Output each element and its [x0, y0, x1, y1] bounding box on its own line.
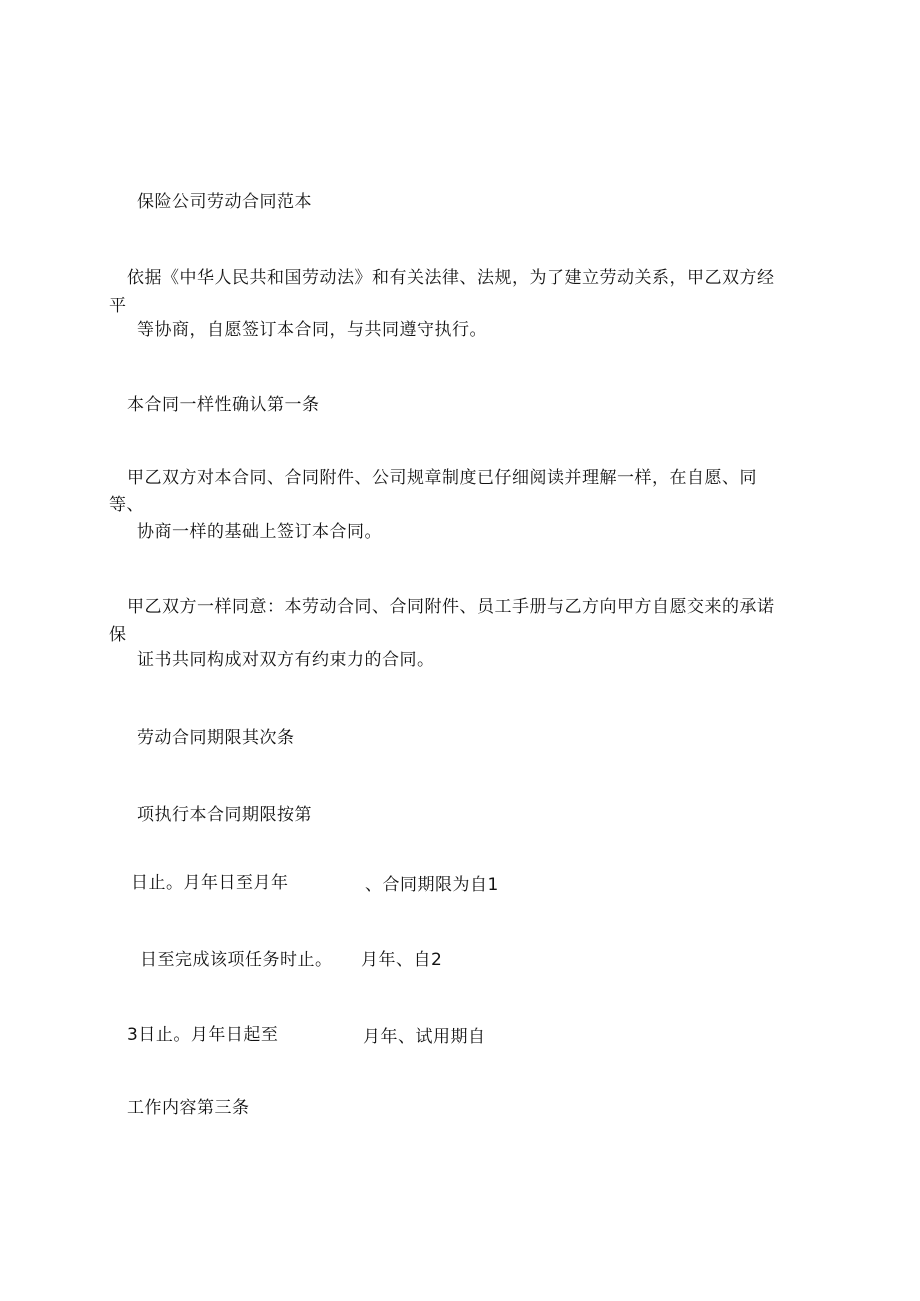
- article-2-row-3-right: 月年、试用期自: [363, 1027, 486, 1047]
- article-1-p2-line-1: 甲乙双方一样同意：本劳动合同、合同附件、员工手册与乙方向甲方自愿交来的承诺: [127, 597, 775, 617]
- article-1-p1-line-2: 协商一样的基础上签订本合同。: [137, 522, 382, 542]
- article-1-heading: 本合同一样性确认第一条: [127, 395, 320, 415]
- article-2-heading: 劳动合同期限其次条: [137, 728, 295, 748]
- article-2-row-1-right: 、合同期限为自1: [365, 875, 499, 895]
- article-2-row-2-left: 日至完成该项任务时止。: [140, 950, 333, 970]
- article-1-p1-wrap: 等、: [109, 495, 144, 515]
- article-1-p1-line-1: 甲乙双方对本合同、合同附件、公司规章制度已仔细阅读并理解一样，在自愿、同: [127, 468, 757, 488]
- article-2-row-2-right: 月年、自2: [361, 950, 443, 970]
- article-2-row-3-left: 3日止。月年日起至: [127, 1025, 279, 1045]
- intro-line-1-wrap: 平: [109, 296, 127, 316]
- intro-line-2: 等协商，自愿签订本合同，与共同遵守执行。: [137, 320, 487, 340]
- article-2-row-1-left: 日止。月年日至月年: [131, 873, 289, 893]
- document-title: 保险公司劳动合同范本: [137, 192, 312, 212]
- article-1-p2-wrap: 保: [109, 625, 127, 645]
- article-1-p2-line-2: 证书共同构成对双方有约束力的合同。: [137, 650, 435, 670]
- article-2-line-a: 项执行本合同期限按第: [137, 805, 312, 825]
- article-3-heading: 工作内容第三条: [127, 1098, 250, 1118]
- intro-line-1: 依据《中华人民共和国劳动法》和有关法律、法规，为了建立劳动关系，甲乙双方经: [127, 268, 775, 288]
